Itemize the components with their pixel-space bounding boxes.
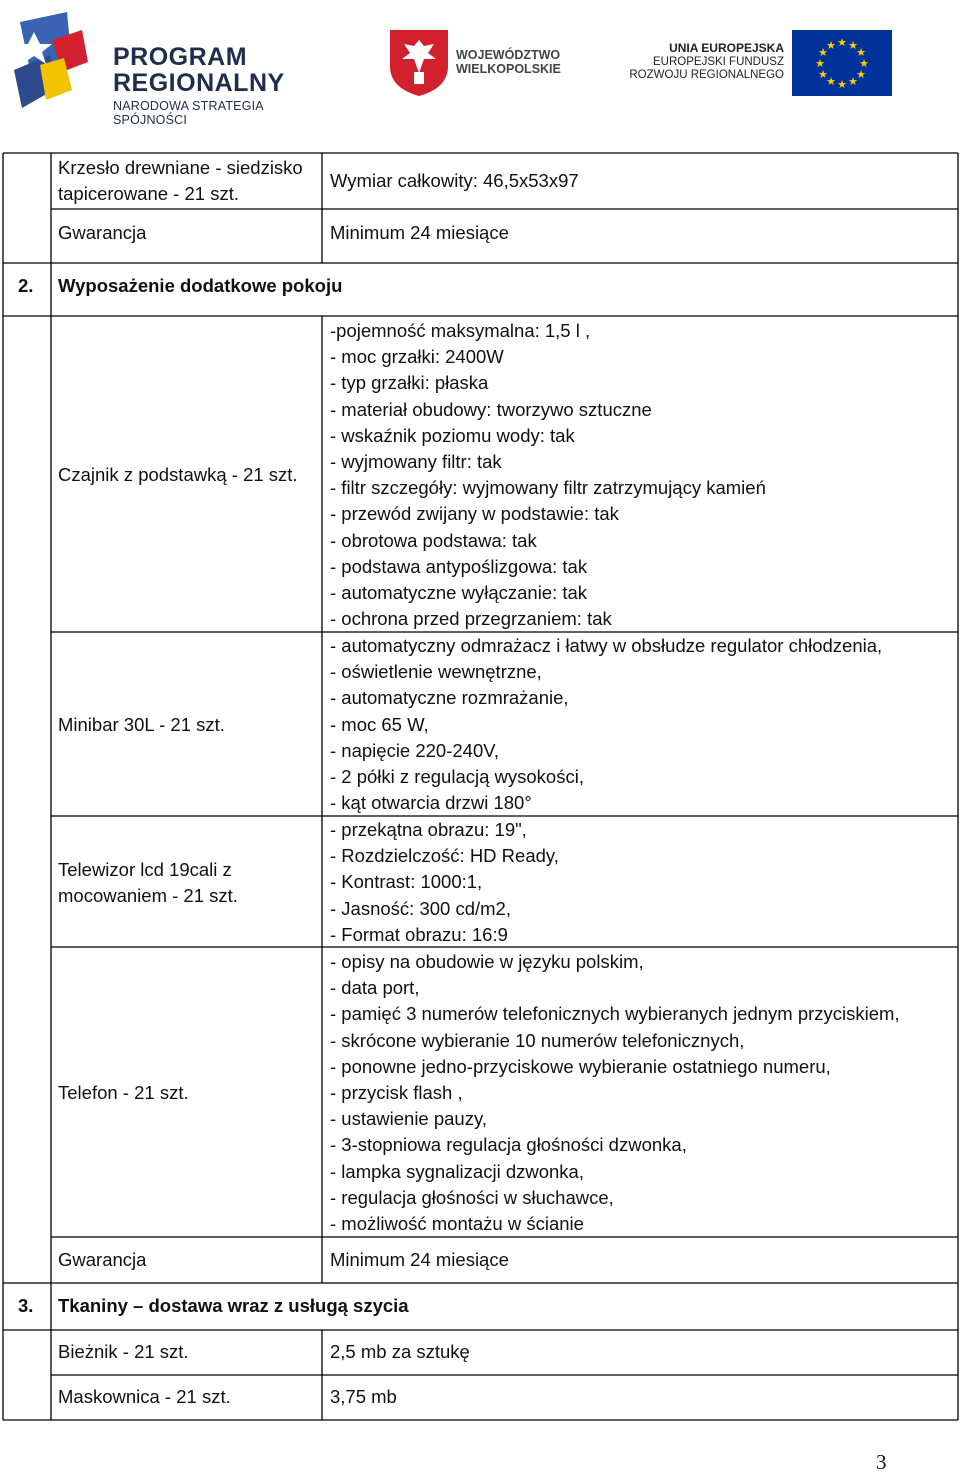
program-title-line2: REGIONALNY: [113, 69, 285, 97]
kettle-spec-item: - automatyczne wyłączanie: tak: [330, 582, 588, 604]
svg-text:★: ★: [826, 39, 836, 52]
tv-name: [58, 857, 238, 909]
tv-spec-list: [330, 817, 559, 948]
phone-spec-item: - ustawienie pauzy,: [330, 1108, 487, 1130]
tv-spec-item: - Kontrast: 1000:1,: [330, 871, 483, 893]
page-header: [0, 0, 960, 125]
eu-line3: ROZWOJU REGIONALNEGO: [629, 69, 784, 81]
section-3-title: Tkaniny – dostawa wraz z usługą szycia: [58, 1295, 409, 1316]
program-subtitle: NARODOWA STRATEGIA SPÓJNOŚCI: [113, 99, 264, 127]
minibar-spec-item: - 2 półki z regulacją wysokości,: [330, 766, 584, 788]
kettle-name: Czajnik z podstawką - 21 szt.: [58, 464, 298, 485]
kettle-spec-list: [330, 318, 766, 632]
svg-text:★: ★: [818, 68, 828, 81]
svg-text:★: ★: [856, 68, 866, 81]
minibar-spec-item: - napięcie 220-240V,: [330, 739, 500, 761]
phone-spec-item: - opisy na obudowie w języku polskim,: [330, 951, 644, 972]
warranty-label: Gwarancja: [58, 222, 147, 243]
minibar-spec-item: - automatyczne rozmrażanie,: [330, 687, 569, 709]
eu-line2: EUROPEJSKI FUNDUSZ: [653, 55, 784, 68]
warranty-value: Minimum 24 miesiące: [330, 1249, 509, 1270]
svg-text:★: ★: [856, 46, 866, 59]
kettle-spec-item: - obrotowa podstawa: tak: [330, 529, 537, 551]
tv-spec-item: - Rozdzielczość: HD Ready,: [330, 845, 559, 867]
valance-name: Maskownica - 21 szt.: [58, 1386, 231, 1407]
tv-spec-item: - przekątna obrazu: 19",: [330, 819, 527, 840]
chair-spec: Wymiar całkowity: 46,5x53x97: [330, 170, 579, 191]
svg-text:★: ★: [859, 57, 869, 70]
svg-text:★: ★: [848, 75, 858, 88]
runner-name: Bieżnik - 21 szt.: [58, 1341, 189, 1362]
minibar-spec-item: - automatyczny odmrażacz i łatwy w obsłudze regulator chłodzenia,: [330, 635, 883, 656]
runner-value: 2,5 mb za sztukę: [330, 1341, 470, 1362]
warranty-label: Gwarancja: [58, 1249, 147, 1270]
kettle-spec-item: - wyjmowany filtr: tak: [330, 451, 502, 473]
section-2-title: Wyposażenie dodatkowe pokoju: [58, 275, 343, 296]
section-2-number: 2.: [18, 275, 34, 296]
program-title-line1: PROGRAM: [113, 43, 248, 71]
wielkopolska-text: [456, 48, 561, 76]
svg-text:★: ★: [848, 39, 858, 52]
eu-line1: UNIA EUROPEJSKA: [669, 41, 784, 55]
kettle-spec-item: - materiał obudowy: tworzywo sztuczne: [330, 398, 652, 420]
program-regionalny-emblem-icon: [12, 10, 102, 110]
wlkp-line2: WIELKOPOLSKIE: [456, 62, 561, 76]
eu-text: [629, 42, 784, 83]
valance-value: 3,75 mb: [330, 1386, 397, 1407]
phone-name: Telefon - 21 szt.: [58, 1082, 189, 1103]
svg-text:★: ★: [815, 57, 825, 70]
wlkp-line1: WOJEWÓDZTWO: [456, 48, 561, 62]
kettle-spec-item: - przewód zwijany w podstawie: tak: [330, 503, 619, 525]
phone-spec-item: - przycisk flash ,: [330, 1082, 463, 1104]
svg-text:★: ★: [837, 78, 847, 91]
kettle-spec-item: - typ grzałki: płaska: [330, 372, 489, 394]
phone-spec-item: - skrócone wybieranie 10 numerów telefonicznych,: [330, 1029, 745, 1051]
eu-flag-icon: [792, 30, 892, 96]
phone-spec-item: - możliwość montażu w ścianie: [330, 1213, 584, 1235]
svg-text:★: ★: [818, 46, 828, 59]
minibar-spec-item: - oświetlenie wewnętrzne,: [330, 661, 542, 683]
program-regionalny-logo: [12, 10, 332, 127]
kettle-spec-item: - wskaźnik poziomu wody: tak: [330, 424, 575, 446]
minibar-spec-item: - moc 65 W,: [330, 713, 429, 735]
wielkopolska-logo: [388, 28, 568, 98]
warranty-value: Minimum 24 miesiące: [330, 222, 509, 243]
minibar-spec-item: - kąt otwarcia drzwi 180°: [330, 792, 532, 814]
phone-spec-item: - pamięć 3 numerów telefonicznych wybieranych jednym przyciskiem,: [330, 1003, 900, 1025]
phone-spec-item: - lampka sygnalizacji dzwonka,: [330, 1160, 584, 1182]
kettle-spec-item: - ochrona przed przegrzaniem: tak: [330, 608, 612, 630]
section-3-number: 3.: [18, 1295, 34, 1316]
tv-spec-item: - Jasność: 300 cd/m2,: [330, 897, 511, 919]
tv-name-line1: Telewizor lcd 19cali z: [58, 859, 232, 880]
svg-text:★: ★: [826, 75, 836, 88]
eu-logo: [612, 30, 892, 98]
chair-name-line1: Krzesło drewniane - siedzisko: [58, 157, 303, 178]
kettle-spec-item: - podstawa antypoślizgowa: tak: [330, 555, 588, 577]
kettle-spec-item: - filtr szczegóły: wyjmowany filtr zatrzymujący kamień: [330, 477, 766, 499]
kettle-spec-item: -pojemność maksymalna: 1,5 l ,: [330, 320, 591, 341]
phone-spec-item: - 3-stopniowa regulacja głośności dzwonka,: [330, 1134, 687, 1156]
phone-spec-item: - regulacja głośności w słuchawce,: [330, 1186, 614, 1208]
tv-spec-item: - Format obrazu: 16:9: [330, 923, 508, 945]
phone-spec-list: [330, 949, 900, 1237]
chair-name-line2: tapicerowane - 21 szt.: [58, 183, 239, 205]
phone-spec-item: - data port,: [330, 977, 420, 999]
svg-text:★: ★: [837, 36, 847, 49]
minibar-name: Minibar 30L - 21 szt.: [58, 714, 225, 735]
page-number: 3: [876, 1450, 887, 1474]
chair-name: [58, 155, 303, 207]
kettle-spec-item: - moc grzałki: 2400W: [330, 346, 504, 368]
minibar-spec-list: [330, 633, 882, 816]
phone-spec-item: - ponowne jedno-przyciskowe wybieranie ostatniego numeru,: [330, 1055, 831, 1077]
tv-name-line2: mocowaniem - 21 szt.: [58, 885, 238, 907]
eagle-shield-icon: [388, 28, 450, 98]
